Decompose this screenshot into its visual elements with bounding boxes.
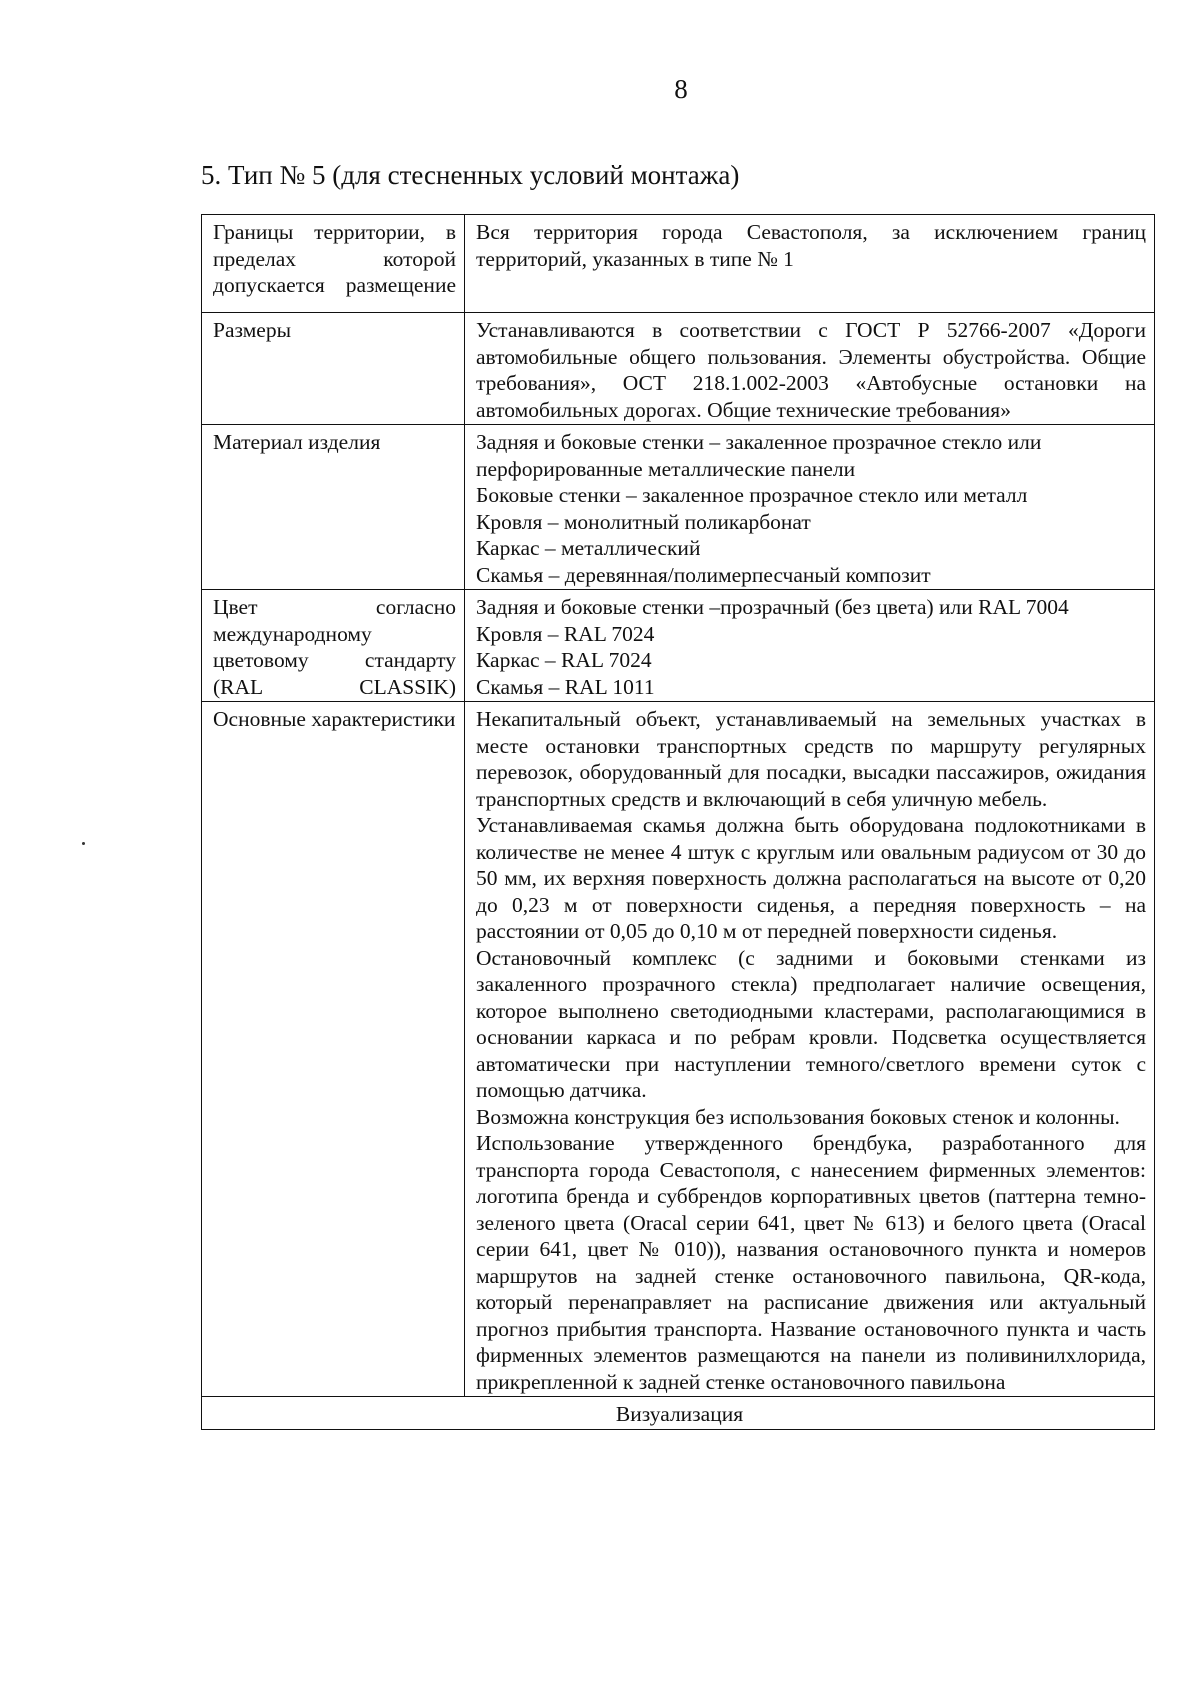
row-value-material: [465, 425, 1155, 590]
table-row: [202, 702, 1155, 1397]
table-row: [202, 425, 1155, 590]
color-line: Задняя и боковые стенки –прозрачный (без цвета) или RAL 7004: [476, 595, 1069, 619]
table-row: [202, 1397, 1155, 1430]
specification-table: [201, 214, 1155, 1430]
characteristics-paragraph: Некапитальный объект, устанавливаемый на земельных участках в месте остановки транспортных средств по маршруту регулярных перевозок, оборудованный для посадки, высадки пассажиров, ожидания транспортных средств и включающий в себя уличную мебель.: [476, 707, 1146, 811]
row-value-dimensions: Устанавливаются в соответствии с ГОСТ Р 52766-2007 «Дороги автомобильные общего пользования. Элементы обустройства. Общие требования», ОСТ 218.1.002-2003 «Автобусные остановки на автомобильных дорогах. Общие технические требования»: [465, 313, 1155, 425]
visualization-header: Визуализация: [202, 1397, 1155, 1430]
row-value-characteristics: [465, 702, 1155, 1397]
material-line: Кровля – монолитный поликарбонат: [476, 509, 811, 534]
material-line: Задняя и боковые стенки – закаленное прозрачное стекло или перфорированные металлические панели: [476, 430, 1042, 481]
material-line: Каркас – металлический: [476, 536, 701, 560]
material-line: Скамья – деревянная/полимерпесчаный композит: [476, 562, 931, 587]
page-number: 8: [674, 74, 688, 104]
row-label-color: Цвет согласно международному цветовому стандарту (RAL CLASSIK): [202, 590, 465, 702]
scan-speck: [82, 842, 85, 845]
row-label-territory: Границы территории, в пределах которой допускается размещение: [202, 215, 465, 313]
table-row: [202, 215, 1155, 313]
row-label-material: Материал изделия: [202, 425, 465, 590]
color-line: Скамья – RAL 1011: [476, 674, 655, 699]
characteristics-paragraph: Остановочный комплекс (с задними и боковыми стенками из закаленного прозрачного стекла) предполагает наличие освещения, которое выполнено светодиодными кластерами, располагающимися в основании каркаса и по ребрам кровли. Подсветка осуществляется автоматически при наступлении темного/светлого времени суток с помощью датчика.: [476, 945, 1146, 1102]
characteristics-paragraph: Использование утвержденного брендбука, разработанного для транспорта города Севастополя, с нанесением фирменных элементов: логотипа бренда и суббрендов корпоративных цветов (паттерна темно-зеленого цвета (Oracal серии 641, цвет № 613) и белого цвета (Oracal серии 641, цвет № 010)), названия остановочного пункта и номеров маршрутов на задней стенке остановочного павильона, QR-кода, который перенаправляет на расписание движения или актуальный прогноз прибытия транспорта. Название остановочного пункта и часть фирменных элементов размещаются на панели из поливинилхлорида, прикрепленной к задней стенке остановочного павильона: [476, 1131, 1146, 1394]
material-line: Боковые стенки – закаленное прозрачное стекло или металл: [476, 483, 1028, 507]
section-heading: 5. Тип № 5 (для стесненных условий монтажа): [201, 160, 740, 190]
table-row: [202, 590, 1155, 702]
characteristics-paragraph: Устанавливаемая скамья должна быть оборудована подлокотниками в количестве не менее 4 штук с круглым или овальным радиусом от 30 до 50 мм, их верхняя поверхность должна располагаться на высоте от 0,20 до 0,23 м от поверхности сиденья, а передняя поверхность – на расстоянии от 0,05 до 0,10 м от передней поверхности сиденья.: [476, 813, 1146, 943]
row-value-territory: Вся территория города Севастополя, за исключением границ территорий, указанных в типе № 1: [465, 215, 1155, 313]
row-label-characteristics: Основные характеристики: [202, 702, 465, 1397]
row-value-color: [465, 590, 1155, 702]
color-line: Кровля – RAL 7024: [476, 621, 655, 646]
color-line: Каркас – RAL 7024: [476, 648, 652, 672]
table-row: [202, 313, 1155, 425]
characteristics-paragraph: Возможна конструкция без использования боковых стенок и колонны.: [476, 1104, 1120, 1129]
row-label-dimensions: Размеры: [202, 313, 465, 425]
